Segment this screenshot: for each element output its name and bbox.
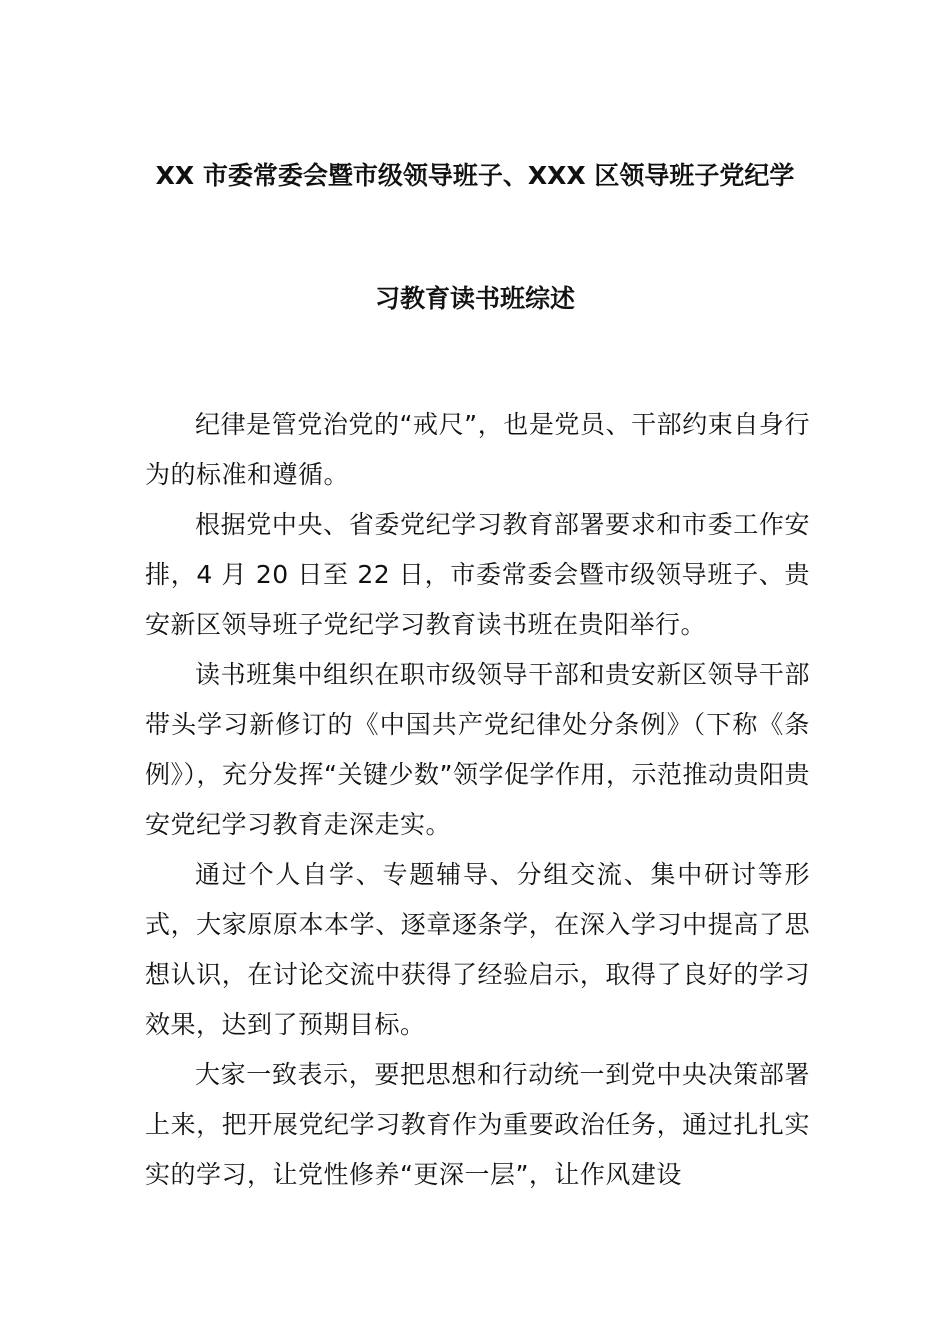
document-title-line-2: 习教育读书班综述 (374, 284, 575, 313)
paragraph-4: 通过个人自学、专题辅导、分组交流、集中研讨等形式，大家原原本本学、逐章逐条学，在深入学习中提高了思想认识，在讨论交流中获得了经验启示，取得了良好的学习效果，达到了预期目标。 (145, 860, 810, 1039)
paragraph-1: 纪律是管党治党的“戒尺”，也是党员、干部约束自身行为的标准和遵循。 (145, 410, 810, 489)
paragraph-2: 根据党中央、省委党纪学习教育部署要求和市委工作安排，4 月 20 日至 22 日，市委常委会暨市级领导班子、贵安新区领导班子党纪学习教育读书班在贵阳举行。 (145, 510, 810, 639)
document-body (145, 400, 810, 1200)
paragraph-3: 读书班集中组织在职市级领导干部和贵安新区领导干部带头学习新修订的《中国共产党纪律处分条例》（下称《条例》），充分发挥“关键少数”领学促学作用，示范推动贵阳贵安党纪学习教育走深走实。 (145, 660, 810, 839)
document-title-line-1: XX 市委常委会暨市级领导班子、XXX 区领导班子党纪学 (155, 161, 795, 190)
paragraph-5: 大家一致表示，要把思想和行动统一到党中央决策部署上来，把开展党纪学习教育作为重要政治任务，通过扎扎实实的学习，让党性修养“更深一层”，让作风建设 (145, 1060, 810, 1189)
